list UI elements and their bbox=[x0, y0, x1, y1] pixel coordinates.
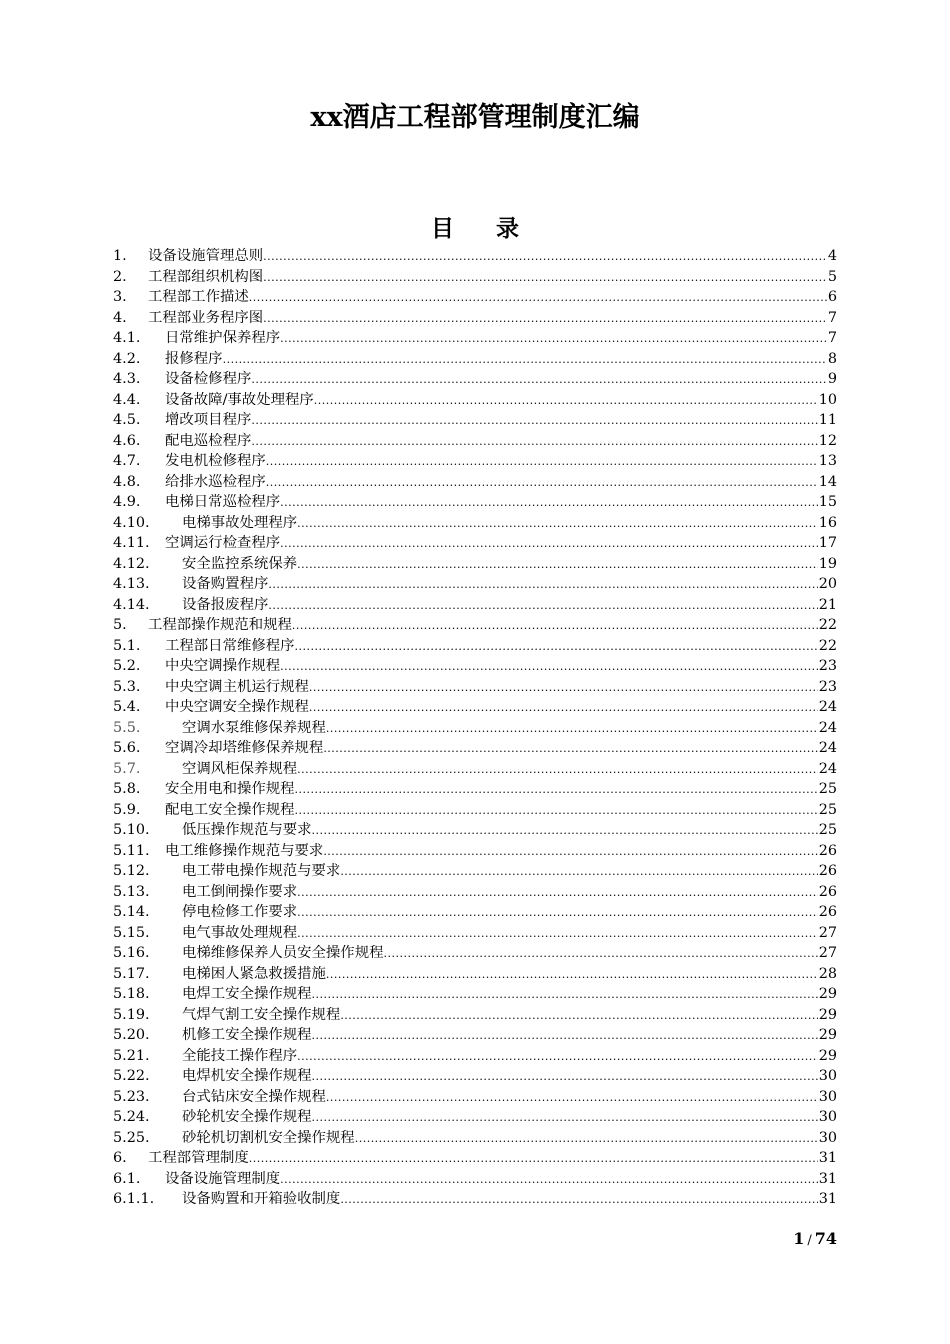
toc-entry-number: 5.19. bbox=[113, 1006, 150, 1023]
toc-entry-title: 中央空调安全操作规程 bbox=[165, 699, 309, 715]
toc-heading-char-1: 目 bbox=[431, 215, 454, 242]
toc-entry-page: 14 bbox=[818, 473, 837, 490]
toc-heading bbox=[0, 212, 950, 246]
page-separator: / bbox=[807, 1233, 812, 1248]
toc-entry-page: 22 bbox=[818, 617, 837, 633]
toc-entry-number: 4.6. bbox=[113, 432, 141, 449]
toc-entry-title: 日常维护保养程序 bbox=[165, 330, 281, 346]
toc-entry-line bbox=[182, 1189, 837, 1210]
toc-entry[interactable] bbox=[113, 1066, 837, 1087]
toc-entry-number: 5.25. bbox=[113, 1129, 150, 1146]
toc-entry-title: 电工维修操作规范与要求 bbox=[165, 842, 324, 859]
toc-entry-line bbox=[182, 718, 837, 739]
toc-entry[interactable] bbox=[113, 882, 837, 903]
toc-entry-title: 空调运行检查程序 bbox=[165, 535, 281, 551]
toc-entry-title: 配电巡检程序 bbox=[165, 432, 252, 449]
toc-entry-title: 设备设施管理总则 bbox=[148, 248, 264, 264]
toc-entry-title: 停电检修工作要求 bbox=[182, 904, 298, 920]
dot-leader bbox=[297, 924, 818, 944]
toc-entry-line bbox=[165, 779, 837, 800]
toc-entry[interactable] bbox=[113, 431, 837, 452]
toc-entry[interactable] bbox=[113, 554, 837, 575]
toc-entry-number: 5.10. bbox=[113, 822, 150, 838]
toc-entry-page: 27 bbox=[818, 945, 837, 961]
toc-entry[interactable] bbox=[113, 738, 837, 759]
toc-entry-number: 4. bbox=[113, 309, 127, 326]
toc-entry-number: 5.21. bbox=[113, 1047, 150, 1064]
toc-entry-line bbox=[182, 923, 837, 944]
toc-entry-number: 4.5. bbox=[113, 412, 141, 428]
toc-entry[interactable] bbox=[113, 472, 837, 493]
dot-leader bbox=[280, 329, 827, 349]
toc-entry-line bbox=[165, 697, 837, 718]
toc-entry[interactable] bbox=[113, 246, 837, 267]
toc-entry-page: 24 bbox=[818, 760, 837, 777]
toc-entry-page: 16 bbox=[818, 514, 837, 531]
toc-entry-line bbox=[165, 738, 837, 759]
toc-entry-line bbox=[148, 267, 837, 288]
toc-entry-title: 中央空调主机运行规程 bbox=[165, 678, 309, 695]
toc-entry[interactable] bbox=[113, 800, 837, 821]
toc-entry-title: 电工带电操作规范与要求 bbox=[182, 863, 341, 879]
dot-leader bbox=[297, 883, 818, 903]
dot-leader bbox=[323, 842, 817, 862]
toc-entry-page: 7 bbox=[827, 330, 837, 346]
toc-entry-page: 26 bbox=[818, 863, 837, 879]
toc-entry[interactable] bbox=[113, 1025, 837, 1046]
toc-entry[interactable] bbox=[113, 615, 837, 636]
toc-entry-title: 工程部工作描述 bbox=[148, 289, 249, 305]
toc-entry[interactable] bbox=[113, 595, 837, 616]
toc-entry-line bbox=[182, 1005, 837, 1026]
toc-entry-line bbox=[165, 451, 837, 472]
toc-entry-title: 工程部操作规范和规程 bbox=[148, 617, 292, 633]
toc-entry[interactable] bbox=[113, 287, 837, 308]
toc-entry-number: 5.14. bbox=[113, 904, 150, 920]
toc-entry[interactable] bbox=[113, 328, 837, 349]
toc-entry-number: 5.15. bbox=[113, 924, 150, 941]
toc-entry-number: 2. bbox=[113, 268, 127, 285]
toc-entry-number: 5.22. bbox=[113, 1068, 150, 1084]
toc-entry[interactable] bbox=[113, 984, 837, 1005]
toc-entry-title: 设备检修程序 bbox=[165, 371, 252, 387]
toc-entry[interactable] bbox=[113, 1189, 837, 1210]
toc-entry-title: 中央空调操作规程 bbox=[165, 658, 281, 674]
dot-leader bbox=[312, 821, 818, 841]
toc-entry[interactable] bbox=[113, 902, 837, 923]
toc-entry-page: 12 bbox=[818, 432, 837, 449]
toc-entry-page: 6 bbox=[827, 289, 837, 305]
toc-entry[interactable] bbox=[113, 533, 837, 554]
toc-entry-title: 空调风柜保养规程 bbox=[182, 760, 298, 777]
toc-entry-number: 5.24. bbox=[113, 1109, 150, 1125]
toc-entry[interactable] bbox=[113, 779, 837, 800]
dot-leader bbox=[326, 719, 818, 739]
toc-entry-line bbox=[182, 943, 837, 964]
toc-entry-page: 25 bbox=[818, 801, 837, 818]
toc-entry-number: 4.11. bbox=[113, 535, 150, 551]
dot-leader bbox=[268, 575, 817, 595]
total-pages: 74 bbox=[814, 1229, 837, 1248]
dot-leader bbox=[326, 1088, 818, 1108]
toc-entry[interactable] bbox=[113, 841, 837, 862]
toc-entry-page: 10 bbox=[818, 391, 837, 408]
dot-leader bbox=[340, 862, 817, 882]
dot-leader bbox=[309, 698, 818, 718]
toc-entry[interactable] bbox=[113, 1087, 837, 1108]
toc-entry-page: 28 bbox=[818, 965, 837, 982]
dot-leader bbox=[314, 391, 818, 411]
toc-entry-number: 4.10. bbox=[113, 514, 150, 531]
toc-entry-number: 5.7. bbox=[113, 760, 141, 777]
toc-entry[interactable] bbox=[113, 513, 837, 534]
toc-entry-line bbox=[165, 349, 837, 370]
dot-leader bbox=[251, 370, 826, 390]
toc-entry-number: 5.3. bbox=[113, 678, 141, 695]
toc-entry-line bbox=[165, 390, 837, 411]
toc-entry-title: 增改项目程序 bbox=[165, 412, 252, 428]
toc-entry-page: 19 bbox=[818, 555, 837, 572]
toc-heading-char-2: 录 bbox=[496, 215, 519, 242]
dot-leader bbox=[266, 452, 818, 472]
toc-entry-line bbox=[165, 328, 837, 349]
toc-entry-page: 30 bbox=[818, 1109, 837, 1125]
dot-leader bbox=[312, 1067, 818, 1087]
toc-entry-title: 安全用电和操作规程 bbox=[165, 781, 295, 797]
dot-leader bbox=[292, 616, 818, 636]
toc-entry-line bbox=[182, 1066, 837, 1087]
toc-entry-page: 24 bbox=[818, 699, 837, 715]
toc-entry-line bbox=[165, 841, 837, 862]
toc-entry[interactable] bbox=[113, 964, 837, 985]
toc-entry-number: 6. bbox=[113, 1150, 127, 1166]
toc-entry-line bbox=[182, 1087, 837, 1108]
toc-entry-title: 安全监控系统保养 bbox=[182, 555, 298, 572]
toc-entry-page: 26 bbox=[818, 883, 837, 900]
toc-entry-title: 电焊机安全操作规程 bbox=[182, 1068, 312, 1084]
toc-entry-page: 15 bbox=[818, 494, 837, 510]
toc-entry-line bbox=[182, 964, 837, 985]
toc-entry-number: 6.1. bbox=[113, 1170, 141, 1187]
dot-leader bbox=[312, 1026, 818, 1046]
toc-entry-number: 5.2. bbox=[113, 658, 141, 674]
document-title: xx酒店工程部管理制度汇编 bbox=[310, 102, 640, 133]
toc-entry-line bbox=[182, 1107, 837, 1128]
toc-entry-number: 4.9. bbox=[113, 494, 141, 510]
toc-entry-page: 29 bbox=[818, 1006, 837, 1023]
toc-entry[interactable] bbox=[113, 410, 837, 431]
toc-entry-page: 8 bbox=[827, 350, 837, 367]
toc-entry[interactable] bbox=[113, 1148, 837, 1169]
toc-entry-title: 砂轮机切割机安全操作规程 bbox=[182, 1129, 355, 1146]
toc-entry-page: 9 bbox=[827, 371, 837, 387]
toc-entry-title: 工程部组织机构图 bbox=[148, 268, 264, 285]
toc-entry-page: 29 bbox=[818, 1047, 837, 1064]
toc-entry-page: 22 bbox=[818, 637, 837, 654]
toc-entry-line bbox=[165, 677, 837, 698]
toc-entry-title: 电焊工安全操作规程 bbox=[182, 986, 312, 1002]
toc-entry-line bbox=[165, 800, 837, 821]
toc-entry-line bbox=[165, 636, 837, 657]
toc-entry-line bbox=[165, 369, 837, 390]
current-page-number: 1 bbox=[793, 1229, 805, 1248]
toc-entry-number: 4.7. bbox=[113, 453, 141, 469]
toc-entry-page: 23 bbox=[818, 658, 837, 674]
toc-entry[interactable] bbox=[113, 451, 837, 472]
toc-entry-title: 台式钻床安全操作规程 bbox=[182, 1088, 326, 1105]
toc-entry-page: 27 bbox=[818, 924, 837, 941]
dot-leader bbox=[251, 432, 817, 452]
toc-entry-title: 砂轮机安全操作规程 bbox=[182, 1109, 312, 1125]
toc-entry-page: 29 bbox=[818, 1027, 837, 1043]
toc-entry[interactable] bbox=[113, 369, 837, 390]
toc-entry-line bbox=[148, 287, 837, 308]
toc-entry-page: 11 bbox=[818, 412, 837, 428]
toc-entry-line bbox=[182, 595, 837, 616]
toc-entry[interactable] bbox=[113, 636, 837, 657]
toc-entry[interactable] bbox=[113, 861, 837, 882]
toc-entry[interactable] bbox=[113, 390, 837, 411]
toc-entry-number: 5.20. bbox=[113, 1027, 150, 1043]
toc-entry-number: 5.13. bbox=[113, 883, 150, 900]
toc-entry-page: 31 bbox=[818, 1150, 837, 1166]
toc-entry-page: 4 bbox=[827, 248, 837, 264]
toc-entry-title: 工程部管理制度 bbox=[148, 1150, 249, 1166]
toc-entry-line bbox=[165, 533, 837, 554]
toc-entry-page: 31 bbox=[818, 1191, 837, 1207]
toc-entry[interactable] bbox=[113, 1107, 837, 1128]
toc-entry-line bbox=[165, 656, 837, 677]
toc-entry-number: 5.17. bbox=[113, 965, 150, 982]
toc-entry-title: 全能技工操作程序 bbox=[182, 1047, 298, 1064]
toc-entry[interactable] bbox=[113, 574, 837, 595]
toc-entry-number: 4.1. bbox=[113, 330, 141, 346]
toc-entry[interactable] bbox=[113, 923, 837, 944]
toc-entry-page: 25 bbox=[818, 822, 837, 838]
toc-entry[interactable] bbox=[113, 656, 837, 677]
toc-entry-page: 21 bbox=[818, 596, 837, 613]
toc-entry-number: 4.8. bbox=[113, 473, 141, 490]
toc-entry-title: 空调冷却塔维修保养规程 bbox=[165, 740, 324, 756]
toc-entry-page: 25 bbox=[818, 781, 837, 797]
toc-entry[interactable] bbox=[113, 759, 837, 780]
dot-leader bbox=[295, 780, 818, 800]
toc-entry-number: 5.11. bbox=[113, 842, 150, 859]
toc-entry-title: 电梯事故处理程序 bbox=[182, 514, 298, 531]
toc-entry-line bbox=[165, 472, 837, 493]
toc-entry-line bbox=[148, 1148, 837, 1169]
toc-entry-title: 电梯困人紧急救援措施 bbox=[182, 965, 326, 982]
toc-entry-title: 机修工安全操作规程 bbox=[182, 1027, 312, 1043]
toc-entry-line bbox=[182, 1128, 837, 1149]
toc-entry-title: 工程部日常维修程序 bbox=[165, 637, 295, 654]
toc-entry-line bbox=[182, 861, 837, 882]
toc-entry-title: 空调水泵维修保养规程 bbox=[182, 719, 326, 736]
toc-entry[interactable] bbox=[113, 1046, 837, 1067]
toc-entry-title: 配电工安全操作规程 bbox=[165, 801, 295, 818]
toc-entry-line bbox=[165, 431, 837, 452]
toc-entry[interactable] bbox=[113, 677, 837, 698]
toc-entry[interactable] bbox=[113, 718, 837, 739]
toc-entry-title: 发电机检修程序 bbox=[165, 453, 266, 469]
toc-entry-line bbox=[182, 554, 837, 575]
toc-entry-line bbox=[182, 1046, 837, 1067]
toc-entry[interactable] bbox=[113, 697, 837, 718]
toc-entry-number: 5.5. bbox=[113, 719, 141, 736]
toc-entry-title: 设备报废程序 bbox=[182, 596, 269, 613]
toc-entry[interactable] bbox=[113, 349, 837, 370]
toc-entry-number: 5.1. bbox=[113, 637, 141, 654]
toc-entry-title: 设备故障/事故处理程序 bbox=[165, 391, 314, 408]
toc-entry[interactable] bbox=[113, 1128, 837, 1149]
toc-entry-title: 气焊气割工安全操作规程 bbox=[182, 1006, 341, 1023]
toc-entry-number: 4.4. bbox=[113, 391, 141, 408]
toc-entry-page: 17 bbox=[818, 535, 837, 551]
toc-entry-number: 5.18. bbox=[113, 986, 150, 1002]
dot-leader bbox=[251, 411, 817, 431]
toc-entry-page: 24 bbox=[818, 740, 837, 756]
toc-entry-title: 设备购置和开箱验收制度 bbox=[182, 1191, 341, 1207]
dot-leader bbox=[312, 1108, 818, 1128]
toc-entry[interactable] bbox=[113, 267, 837, 288]
toc-entry-page: 30 bbox=[818, 1129, 837, 1146]
toc-entry-number: 4.3. bbox=[113, 371, 141, 387]
toc-entry-line bbox=[148, 308, 837, 329]
dot-leader bbox=[280, 1170, 818, 1190]
dot-leader bbox=[340, 1006, 817, 1026]
toc-entry[interactable] bbox=[113, 1005, 837, 1026]
toc-entry-title: 设备购置程序 bbox=[182, 576, 269, 592]
dot-leader bbox=[268, 596, 817, 616]
toc-entry-line bbox=[148, 615, 837, 636]
dot-leader bbox=[297, 903, 818, 923]
toc-entry-line bbox=[165, 1169, 837, 1190]
dot-leader bbox=[340, 1190, 817, 1210]
dot-leader bbox=[297, 1047, 818, 1067]
dot-leader bbox=[266, 473, 818, 493]
toc-entry-number: 5.16. bbox=[113, 945, 150, 961]
toc-entry-line bbox=[182, 820, 837, 841]
toc-entry-number: 5.8. bbox=[113, 781, 141, 797]
toc-entry-page: 5 bbox=[827, 268, 837, 285]
toc-entry-title: 低压操作规范与要求 bbox=[182, 822, 312, 838]
toc-entry-title: 电气事故处理规程 bbox=[182, 924, 298, 941]
toc-entry-page: 13 bbox=[818, 453, 837, 469]
toc-entry-title: 电梯日常巡检程序 bbox=[165, 494, 281, 510]
dot-leader bbox=[295, 801, 818, 821]
dot-leader bbox=[249, 288, 827, 308]
dot-leader bbox=[263, 268, 827, 288]
dot-leader bbox=[280, 534, 818, 554]
toc-entry-number: 4.13. bbox=[113, 576, 150, 592]
toc-entry-page: 26 bbox=[818, 904, 837, 920]
toc-entry-number: 1. bbox=[113, 248, 127, 264]
toc-entry-line bbox=[165, 492, 837, 513]
dot-leader bbox=[297, 514, 818, 534]
dot-leader bbox=[280, 657, 818, 677]
toc-entry-title: 给排水巡检程序 bbox=[165, 473, 266, 490]
dot-leader bbox=[263, 247, 827, 267]
toc-entry-title: 设备设施管理制度 bbox=[165, 1170, 281, 1187]
toc-entry[interactable] bbox=[113, 820, 837, 841]
toc-entry[interactable] bbox=[113, 943, 837, 964]
toc-entry-line bbox=[165, 410, 837, 431]
toc-entry-page: 26 bbox=[818, 842, 837, 859]
dot-leader bbox=[297, 555, 818, 575]
toc-entry-number: 5.4. bbox=[113, 699, 141, 715]
dot-leader bbox=[223, 350, 827, 370]
dot-leader bbox=[295, 637, 818, 657]
toc-entry-title: 电工倒闸操作要求 bbox=[182, 883, 298, 900]
dot-leader bbox=[326, 965, 818, 985]
toc-entry-page: 23 bbox=[818, 678, 837, 695]
toc-entry-page: 7 bbox=[827, 309, 837, 326]
toc-entry-line bbox=[182, 513, 837, 534]
dot-leader bbox=[383, 944, 817, 964]
toc-entry-number: 5. bbox=[113, 617, 127, 633]
dot-leader bbox=[309, 678, 818, 698]
toc-entry-page: 20 bbox=[818, 576, 837, 592]
toc-entry-title: 报修程序 bbox=[165, 350, 223, 367]
toc-entry-number: 3. bbox=[113, 289, 127, 305]
table-of-contents bbox=[113, 246, 837, 1210]
toc-entry-number: 4.2. bbox=[113, 350, 141, 367]
toc-entry[interactable] bbox=[113, 1169, 837, 1190]
toc-entry-number: 6.1.1. bbox=[113, 1191, 155, 1207]
dot-leader bbox=[323, 739, 817, 759]
toc-entry-number: 5.6. bbox=[113, 740, 141, 756]
toc-entry[interactable] bbox=[113, 492, 837, 513]
toc-entry[interactable] bbox=[113, 308, 837, 329]
toc-entry-title: 工程部业务程序图 bbox=[148, 309, 264, 326]
toc-entry-line bbox=[182, 1025, 837, 1046]
dot-leader bbox=[297, 760, 818, 780]
toc-entry-page: 24 bbox=[818, 719, 837, 736]
toc-entry-number: 4.12. bbox=[113, 555, 150, 572]
dot-leader bbox=[280, 493, 818, 513]
toc-entry-page: 31 bbox=[818, 1170, 837, 1187]
toc-entry-number: 5.9. bbox=[113, 801, 141, 818]
toc-entry-number: 5.23. bbox=[113, 1088, 150, 1105]
dot-leader bbox=[263, 309, 827, 329]
toc-entry-title: 电梯维修保养人员安全操作规程 bbox=[182, 945, 384, 961]
dot-leader bbox=[249, 1149, 818, 1169]
toc-entry-line bbox=[182, 574, 837, 595]
dot-leader bbox=[312, 985, 818, 1005]
toc-entry-line bbox=[182, 882, 837, 903]
toc-entry-line bbox=[182, 902, 837, 923]
toc-entry-line bbox=[148, 246, 837, 267]
toc-entry-line bbox=[182, 984, 837, 1005]
toc-entry-line bbox=[182, 759, 837, 780]
toc-entry-number: 5.12. bbox=[113, 863, 150, 879]
dot-leader bbox=[355, 1129, 818, 1149]
toc-entry-page: 30 bbox=[818, 1088, 837, 1105]
toc-entry-number: 4.14. bbox=[113, 596, 150, 613]
page-number-footer bbox=[793, 1228, 837, 1252]
toc-entry-page: 29 bbox=[818, 986, 837, 1002]
toc-entry-page: 30 bbox=[818, 1068, 837, 1084]
